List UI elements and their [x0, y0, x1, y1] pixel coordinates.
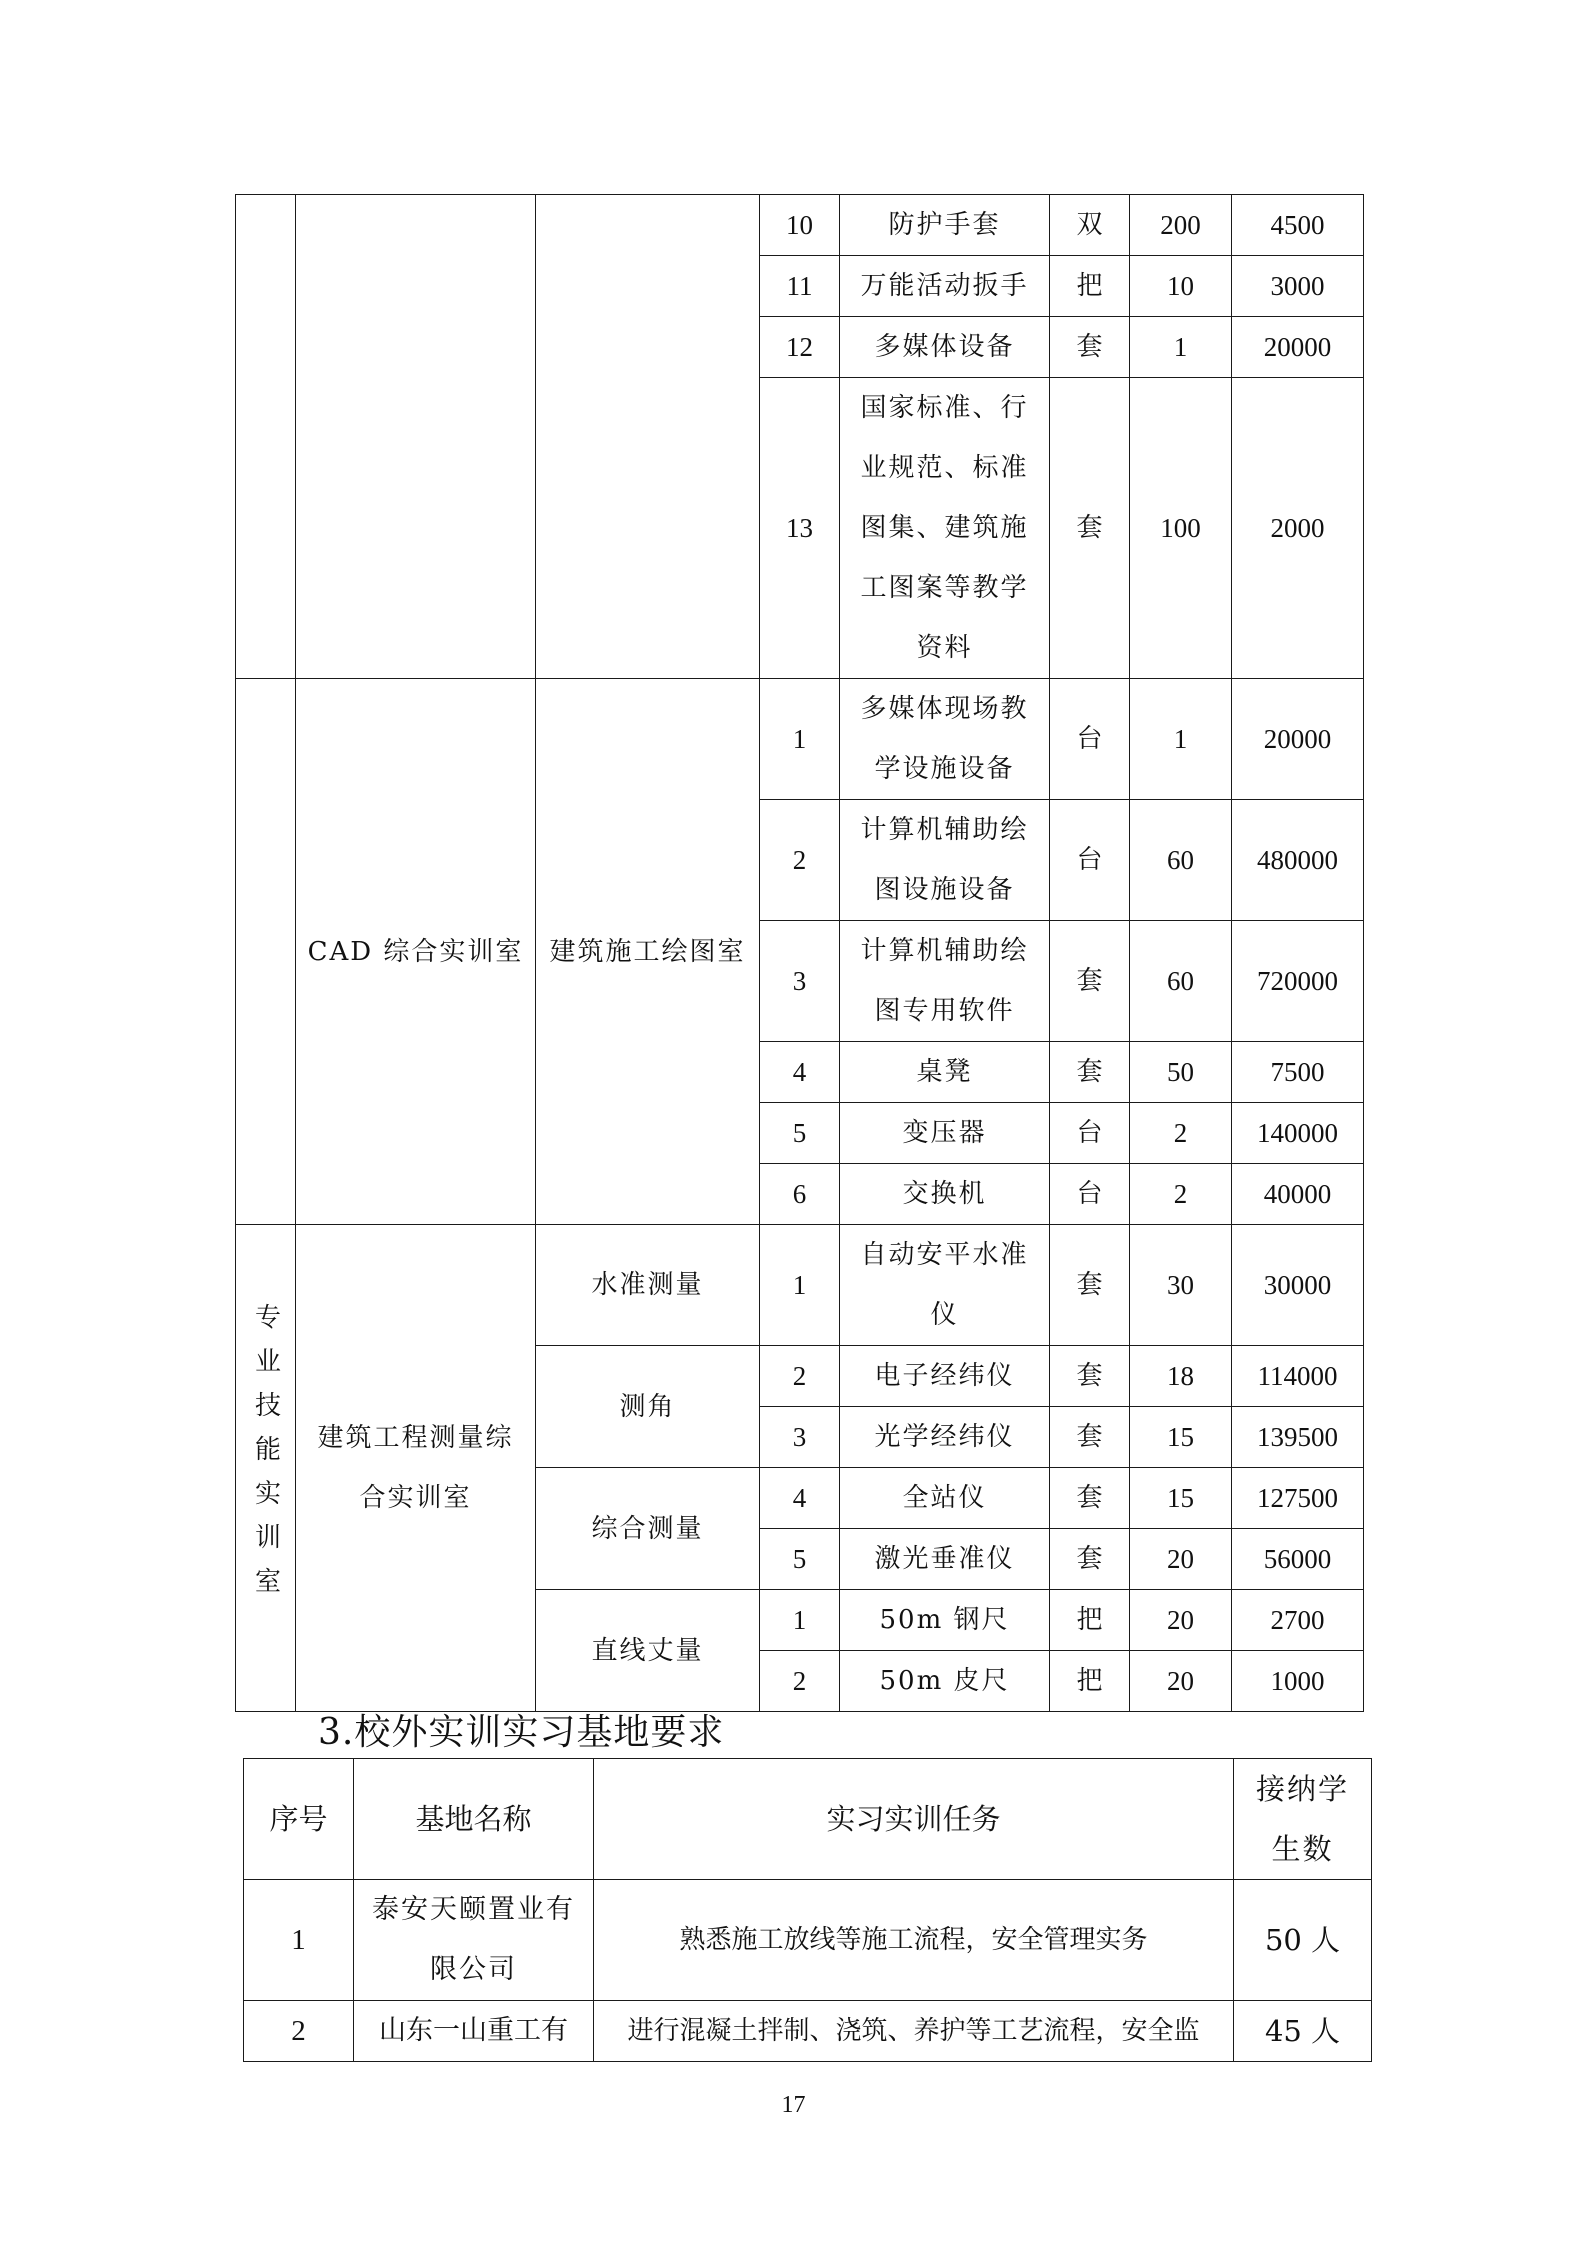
section-heading: 3.校外实训实习基地要求 — [318, 1712, 725, 1753]
item-price: 139500 — [1232, 1407, 1364, 1468]
item-name: 50m 钢尺 — [840, 1590, 1050, 1651]
item-unit: 套 — [1050, 1529, 1130, 1590]
sub-room-angle: 测角 — [536, 1346, 760, 1468]
item-price: 2700 — [1232, 1590, 1364, 1651]
item-qty: 10 — [1130, 256, 1232, 317]
header-task: 实习实训任务 — [594, 1759, 1234, 1880]
item-name: 多媒体现场教学设施设备 — [840, 679, 1050, 800]
item-no: 5 — [760, 1529, 840, 1590]
item-no: 1 — [760, 1225, 840, 1346]
item-qty: 60 — [1130, 800, 1232, 921]
item-price: 40000 — [1232, 1164, 1364, 1225]
item-unit: 套 — [1050, 1042, 1130, 1103]
item-no: 3 — [760, 1407, 840, 1468]
item-qty: 20 — [1130, 1590, 1232, 1651]
item-name: 国家标准、行业规范、标准图集、建筑施工图案等教学资料 — [840, 378, 1050, 679]
item-qty: 200 — [1130, 195, 1232, 256]
item-name: 变压器 — [840, 1103, 1050, 1164]
item-price: 4500 — [1232, 195, 1364, 256]
base-capacity: 50 人 — [1234, 1880, 1372, 2001]
item-price: 20000 — [1232, 317, 1364, 378]
page-number: 17 — [781, 2092, 806, 2118]
category-cell-top — [236, 195, 296, 679]
item-price: 7500 — [1232, 1042, 1364, 1103]
base-no: 1 — [244, 1880, 354, 2001]
item-unit: 套 — [1050, 317, 1130, 378]
item-name: 计算机辅助绘图专用软件 — [840, 921, 1050, 1042]
table-row — [236, 679, 1364, 800]
item-name: 多媒体设备 — [840, 317, 1050, 378]
item-price: 480000 — [1232, 800, 1364, 921]
header-no: 序号 — [244, 1759, 354, 1880]
item-no: 2 — [760, 1346, 840, 1407]
sub-room-level: 水准测量 — [536, 1225, 760, 1346]
table-row — [244, 1880, 1372, 2001]
table-row — [236, 1225, 1364, 1346]
item-name: 50m 皮尺 — [840, 1651, 1050, 1712]
item-price: 20000 — [1232, 679, 1364, 800]
item-qty: 15 — [1130, 1468, 1232, 1529]
item-unit: 套 — [1050, 1346, 1130, 1407]
item-price: 56000 — [1232, 1529, 1364, 1590]
base-capacity: 45 人 — [1234, 2001, 1372, 2062]
item-qty: 30 — [1130, 1225, 1232, 1346]
item-name: 桌凳 — [840, 1042, 1050, 1103]
item-no: 11 — [760, 256, 840, 317]
room-name-survey: 建筑工程测量综合实训室 — [296, 1225, 536, 1712]
equipment-table — [235, 194, 1364, 1712]
item-price: 2000 — [1232, 378, 1364, 679]
sub-room-name-cad: 建筑施工绘图室 — [536, 679, 760, 1225]
item-no: 6 — [760, 1164, 840, 1225]
item-no: 1 — [760, 679, 840, 800]
item-unit: 双 — [1050, 195, 1130, 256]
item-qty: 1 — [1130, 317, 1232, 378]
sub-room-cell-top — [536, 195, 760, 679]
item-price: 30000 — [1232, 1225, 1364, 1346]
item-no: 13 — [760, 378, 840, 679]
item-unit: 套 — [1050, 378, 1130, 679]
item-price: 3000 — [1232, 256, 1364, 317]
item-price: 127500 — [1232, 1468, 1364, 1529]
item-unit: 台 — [1050, 800, 1130, 921]
item-unit: 把 — [1050, 256, 1130, 317]
category-name — [236, 1225, 296, 1712]
base-task: 进行混凝土拌制、浇筑、养护等工艺流程，安全监 — [594, 2001, 1234, 2062]
item-unit: 台 — [1050, 1164, 1130, 1225]
base-name: 泰安天颐置业有限公司 — [354, 1880, 594, 2001]
sub-room-total-station: 综合测量 — [536, 1468, 760, 1590]
item-qty: 50 — [1130, 1042, 1232, 1103]
item-name: 万能活动扳手 — [840, 256, 1050, 317]
item-no: 1 — [760, 1590, 840, 1651]
item-name: 全站仪 — [840, 1468, 1050, 1529]
room-name-cad: CAD 综合实训室 — [296, 679, 536, 1225]
item-name: 光学经纬仪 — [840, 1407, 1050, 1468]
item-unit: 台 — [1050, 679, 1130, 800]
item-no: 2 — [760, 800, 840, 921]
item-price: 1000 — [1232, 1651, 1364, 1712]
item-name: 自动安平水准仪 — [840, 1225, 1050, 1346]
item-qty: 2 — [1130, 1103, 1232, 1164]
table-row — [244, 2001, 1372, 2062]
sub-room-line: 直线丈量 — [536, 1590, 760, 1712]
base-name: 山东一山重工有 — [354, 2001, 594, 2062]
item-unit: 套 — [1050, 1468, 1130, 1529]
item-qty: 2 — [1130, 1164, 1232, 1225]
header-name: 基地名称 — [354, 1759, 594, 1880]
item-unit: 把 — [1050, 1651, 1130, 1712]
item-no: 4 — [760, 1042, 840, 1103]
item-no: 4 — [760, 1468, 840, 1529]
training-base-table — [243, 1758, 1372, 2062]
item-no: 2 — [760, 1651, 840, 1712]
category-cell-continued — [236, 679, 296, 1225]
item-name: 防护手套 — [840, 195, 1050, 256]
item-qty: 60 — [1130, 921, 1232, 1042]
item-qty: 15 — [1130, 1407, 1232, 1468]
item-unit: 套 — [1050, 921, 1130, 1042]
item-unit: 把 — [1050, 1590, 1130, 1651]
item-price: 140000 — [1232, 1103, 1364, 1164]
item-no: 10 — [760, 195, 840, 256]
item-name: 计算机辅助绘图设施设备 — [840, 800, 1050, 921]
item-unit: 套 — [1050, 1225, 1130, 1346]
item-no: 5 — [760, 1103, 840, 1164]
item-qty: 18 — [1130, 1346, 1232, 1407]
table-header-row — [244, 1759, 1372, 1880]
item-qty: 20 — [1130, 1651, 1232, 1712]
item-name: 激光垂准仪 — [840, 1529, 1050, 1590]
item-name: 电子经纬仪 — [840, 1346, 1050, 1407]
header-capacity: 接纳学生数 — [1234, 1759, 1372, 1880]
room-cell-top — [296, 195, 536, 679]
table-row — [236, 195, 1364, 256]
item-qty: 1 — [1130, 679, 1232, 800]
item-unit: 套 — [1050, 1407, 1130, 1468]
base-no: 2 — [244, 2001, 354, 2062]
item-no: 3 — [760, 921, 840, 1042]
item-name: 交换机 — [840, 1164, 1050, 1225]
item-no: 12 — [760, 317, 840, 378]
item-qty: 20 — [1130, 1529, 1232, 1590]
category-label: 专业技能实训室 — [250, 1303, 281, 1611]
item-price: 720000 — [1232, 921, 1364, 1042]
base-task: 熟悉施工放线等施工流程，安全管理实务 — [594, 1880, 1234, 2001]
item-price: 114000 — [1232, 1346, 1364, 1407]
item-unit: 台 — [1050, 1103, 1130, 1164]
item-qty: 100 — [1130, 378, 1232, 679]
